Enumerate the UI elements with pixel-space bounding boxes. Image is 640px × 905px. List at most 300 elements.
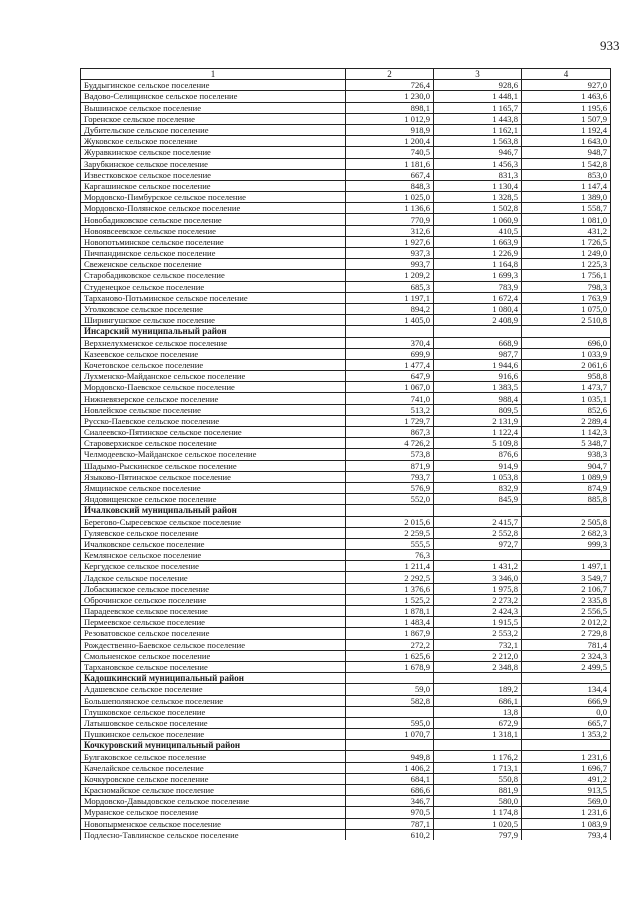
- value-col3-cell: 1 431,2: [434, 561, 522, 572]
- value-col2-cell: 513,2: [346, 404, 434, 415]
- settlement-name-cell: Кочетовское сельское поселение: [81, 359, 346, 370]
- settlement-name-cell: Горенское сельское поселение: [81, 113, 346, 124]
- value-col2-cell: 699,9: [346, 348, 434, 359]
- settlement-name-cell: Гуляевское сельское поселение: [81, 527, 346, 538]
- settlement-name-cell: Лобаскинское сельское поселение: [81, 583, 346, 594]
- section-row: [81, 673, 611, 684]
- value-col2-cell: 1 625,6: [346, 650, 434, 661]
- value-col4-cell: 491,2: [522, 773, 611, 784]
- value-col3-cell: 2 408,9: [434, 315, 522, 326]
- value-col2-cell: 1 927,6: [346, 236, 434, 247]
- value-col4-cell: 1 142,3: [522, 427, 611, 438]
- table-row: [81, 538, 611, 549]
- value-col3-cell: 580,0: [434, 796, 522, 807]
- settlement-name-cell: Буддыгинское сельское поселение: [81, 80, 346, 91]
- table-row: [81, 292, 611, 303]
- value-col4-cell: 885,8: [522, 494, 611, 505]
- value-col2-cell: 686,6: [346, 785, 434, 796]
- table-row: [81, 639, 611, 650]
- value-col3-cell: 1 944,6: [434, 359, 522, 370]
- value-col4-cell: 1 389,0: [522, 192, 611, 203]
- value-col3-cell: 1 699,3: [434, 270, 522, 281]
- value-col2-cell: 871,9: [346, 460, 434, 471]
- value-col3-cell: 1 563,8: [434, 136, 522, 147]
- value-col3-cell: [434, 740, 522, 751]
- value-col4-cell: 958,8: [522, 371, 611, 382]
- table-row: [81, 225, 611, 236]
- table-row: [81, 773, 611, 784]
- value-col3-cell: 5 109,8: [434, 438, 522, 449]
- value-col4-cell: 1 726,5: [522, 236, 611, 247]
- table-row: [81, 751, 611, 762]
- table-row: [81, 650, 611, 661]
- header-row: [81, 69, 611, 80]
- table-row: [81, 807, 611, 818]
- settlement-name-cell: Пушкинское сельское поселение: [81, 729, 346, 740]
- settlement-name-cell: Зарубкинское сельское поселение: [81, 158, 346, 169]
- value-col4-cell: 2 729,8: [522, 628, 611, 639]
- settlement-name-cell: Уголковское сельское поселение: [81, 303, 346, 314]
- value-col3-cell: 914,9: [434, 460, 522, 471]
- value-col3-cell: 832,9: [434, 482, 522, 493]
- table-row: [81, 617, 611, 628]
- settlement-name-cell: Смольненское сельское поселение: [81, 650, 346, 661]
- table-row: [81, 136, 611, 147]
- value-col3-cell: 732,1: [434, 639, 522, 650]
- value-col2-cell: 848,3: [346, 180, 434, 191]
- value-col2-cell: 1 405,0: [346, 315, 434, 326]
- settlement-name-cell: Кергудское сельское поселение: [81, 561, 346, 572]
- value-col4-cell: 1 089,9: [522, 471, 611, 482]
- value-col4-cell: 1 558,7: [522, 203, 611, 214]
- table-row: [81, 404, 611, 415]
- settlement-name-cell: Жуковское сельское поселение: [81, 136, 346, 147]
- settlement-name-cell: Ичалковский муниципальный район: [81, 505, 346, 516]
- value-col2-cell: [346, 326, 434, 337]
- value-col4-cell: [522, 550, 611, 561]
- value-col2-cell: 582,8: [346, 695, 434, 706]
- table-row: [81, 729, 611, 740]
- settlement-name-cell: Резоватовское сельское поселение: [81, 628, 346, 639]
- settlement-name-cell: Дубительское сельское поселение: [81, 124, 346, 135]
- table-row: [81, 494, 611, 505]
- table-row: [81, 606, 611, 617]
- table-row: [81, 281, 611, 292]
- table-row: [81, 796, 611, 807]
- settlement-name-cell: Сиалеевско-Пятинское сельское поселение: [81, 427, 346, 438]
- table-row: [81, 717, 611, 728]
- value-col3-cell: 797,9: [434, 829, 522, 840]
- settlement-name-cell: Известковское сельское поселение: [81, 169, 346, 180]
- value-col2-cell: 272,2: [346, 639, 434, 650]
- value-col3-cell: 2 131,9: [434, 415, 522, 426]
- value-col3-cell: [434, 326, 522, 337]
- settlement-name-cell: Пичпандинское сельское поселение: [81, 248, 346, 259]
- value-col4-cell: 1 507,9: [522, 113, 611, 124]
- table-row: [81, 583, 611, 594]
- value-col4-cell: 874,9: [522, 482, 611, 493]
- value-col2-cell: 770,9: [346, 214, 434, 225]
- value-col3-cell: 1 122,4: [434, 427, 522, 438]
- value-col3-cell: 946,7: [434, 147, 522, 158]
- table-row: [81, 661, 611, 672]
- settlement-name-cell: Новопотьминское сельское поселение: [81, 236, 346, 247]
- value-col3-cell: 1 165,7: [434, 102, 522, 113]
- value-col4-cell: 2 505,8: [522, 516, 611, 527]
- value-col3-cell: 1 663,9: [434, 236, 522, 247]
- section-row: [81, 505, 611, 516]
- settlement-name-cell: Кочкуровское сельское поселение: [81, 773, 346, 784]
- settlement-name-cell: Ичалковское сельское поселение: [81, 538, 346, 549]
- settlement-name-cell: Мордовско-Давыдовское сельское поселение: [81, 796, 346, 807]
- value-col2-cell: 312,6: [346, 225, 434, 236]
- value-col3-cell: 1 502,8: [434, 203, 522, 214]
- value-col3-cell: [434, 550, 522, 561]
- value-col3-cell: 1 226,9: [434, 248, 522, 259]
- value-col2-cell: 1 376,6: [346, 583, 434, 594]
- settlement-name-cell: Ладское сельское поселение: [81, 572, 346, 583]
- table-row: [81, 337, 611, 348]
- value-col3-cell: 2 552,8: [434, 527, 522, 538]
- settlement-name-cell: Булгаковское сельское поселение: [81, 751, 346, 762]
- value-col4-cell: 1 473,7: [522, 382, 611, 393]
- value-col3-cell: 1 383,5: [434, 382, 522, 393]
- value-col2-cell: 1 025,0: [346, 192, 434, 203]
- table-row: [81, 203, 611, 214]
- settlement-name-cell: Челмодеевско-Майданское сельское поселение: [81, 449, 346, 460]
- value-col3-cell: 1 713,1: [434, 762, 522, 773]
- value-col4-cell: [522, 326, 611, 337]
- table-row: [81, 102, 611, 113]
- value-col4-cell: 2 324,3: [522, 650, 611, 661]
- table-row: [81, 303, 611, 314]
- value-col2-cell: 1 211,4: [346, 561, 434, 572]
- value-col3-cell: 2 273,2: [434, 594, 522, 605]
- value-col2-cell: 787,1: [346, 818, 434, 829]
- table-row: [81, 550, 611, 561]
- value-col2-cell: 1 878,1: [346, 606, 434, 617]
- value-col2-cell: 918,9: [346, 124, 434, 135]
- settlement-name-cell: Большеполянское сельское поселение: [81, 695, 346, 706]
- table-row: [81, 527, 611, 538]
- value-col3-cell: [434, 673, 522, 684]
- section-row: [81, 326, 611, 337]
- value-col3-cell: 1 915,5: [434, 617, 522, 628]
- settlement-name-cell: Качелайское сельское поселение: [81, 762, 346, 773]
- settlement-name-cell: Вадово-Селищинское сельское поселение: [81, 91, 346, 102]
- value-col4-cell: 781,4: [522, 639, 611, 650]
- value-col4-cell: 1 192,4: [522, 124, 611, 135]
- value-col4-cell: 431,2: [522, 225, 611, 236]
- value-col3-cell: 1 328,5: [434, 192, 522, 203]
- settlement-name-cell: Каргашинское сельское поселение: [81, 180, 346, 191]
- value-col4-cell: 1 353,2: [522, 729, 611, 740]
- value-col4-cell: 2 510,8: [522, 315, 611, 326]
- value-col4-cell: 1 542,8: [522, 158, 611, 169]
- value-col2-cell: 667,4: [346, 169, 434, 180]
- settlement-name-cell: Русско-Паевское сельское поселение: [81, 415, 346, 426]
- value-col2-cell: 993,7: [346, 259, 434, 270]
- value-col3-cell: 2 424,3: [434, 606, 522, 617]
- table-row: [81, 80, 611, 91]
- value-col4-cell: 793,4: [522, 829, 611, 840]
- table-row: [81, 415, 611, 426]
- value-col4-cell: 1 225,3: [522, 259, 611, 270]
- table-row: [81, 158, 611, 169]
- value-col4-cell: 2 061,6: [522, 359, 611, 370]
- value-col4-cell: 1 643,0: [522, 136, 611, 147]
- value-col4-cell: 1 075,0: [522, 303, 611, 314]
- table-row: [81, 180, 611, 191]
- settlement-name-cell: Кемлянское сельское поселение: [81, 550, 346, 561]
- value-col4-cell: 2 556,5: [522, 606, 611, 617]
- table-row: [81, 315, 611, 326]
- settlement-name-cell: Староверхиское сельское поселение: [81, 438, 346, 449]
- value-col4-cell: 1 035,1: [522, 393, 611, 404]
- value-col4-cell: 1 497,1: [522, 561, 611, 572]
- value-col3-cell: 2 348,8: [434, 661, 522, 672]
- value-col4-cell: 1 696,7: [522, 762, 611, 773]
- value-col3-cell: 1 080,4: [434, 303, 522, 314]
- value-col2-cell: 684,1: [346, 773, 434, 784]
- value-col3-cell: 1 672,4: [434, 292, 522, 303]
- value-col2-cell: 970,5: [346, 807, 434, 818]
- value-col2-cell: 685,3: [346, 281, 434, 292]
- table-row: [81, 628, 611, 639]
- settlement-name-cell: Новлейское сельское поселение: [81, 404, 346, 415]
- table-row: [81, 147, 611, 158]
- settlement-name-cell: Рождественно-Баевское сельское поселение: [81, 639, 346, 650]
- column-header-1: 1: [81, 69, 346, 80]
- settlement-name-cell: Инсарский муниципальный район: [81, 326, 346, 337]
- value-col4-cell: 2 289,4: [522, 415, 611, 426]
- value-col4-cell: 904,7: [522, 460, 611, 471]
- table-row: [81, 259, 611, 270]
- value-col2-cell: 576,9: [346, 482, 434, 493]
- settlement-name-cell: Подлесно-Тавлинское сельское поселение: [81, 829, 346, 840]
- value-col3-cell: 783,9: [434, 281, 522, 292]
- value-col3-cell: 1 448,1: [434, 91, 522, 102]
- value-col3-cell: 972,7: [434, 538, 522, 549]
- value-col4-cell: 2 106,7: [522, 583, 611, 594]
- settlement-name-cell: Лухменско-Майданское сельское поселение: [81, 371, 346, 382]
- table-row: [81, 382, 611, 393]
- settlement-name-cell: Оброчинское сельское поселение: [81, 594, 346, 605]
- settlement-name-cell: Кочкуровский муниципальный район: [81, 740, 346, 751]
- value-col3-cell: 988,4: [434, 393, 522, 404]
- value-col3-cell: 876,6: [434, 449, 522, 460]
- settlement-name-cell: Латышовское сельское поселение: [81, 717, 346, 728]
- settlement-name-cell: Пермеевское сельское поселение: [81, 617, 346, 628]
- value-col2-cell: 1 209,2: [346, 270, 434, 281]
- table-row: [81, 248, 611, 259]
- settlement-name-cell: Мордовско-Полянское сельское поселение: [81, 203, 346, 214]
- value-col3-cell: 550,8: [434, 773, 522, 784]
- settlement-name-cell: Старобадиковское сельское поселение: [81, 270, 346, 281]
- page-number: 933: [600, 38, 620, 53]
- column-header-4: 4: [522, 69, 611, 80]
- table-row: [81, 516, 611, 527]
- value-col2-cell: 726,4: [346, 80, 434, 91]
- value-col2-cell: 2 015,6: [346, 516, 434, 527]
- value-col4-cell: 1 756,1: [522, 270, 611, 281]
- table-body: [81, 80, 611, 840]
- value-col4-cell: 1 147,4: [522, 180, 611, 191]
- value-col2-cell: 740,5: [346, 147, 434, 158]
- value-col4-cell: 1 249,0: [522, 248, 611, 259]
- settlement-name-cell: Свеженское сельское поселение: [81, 259, 346, 270]
- value-col4-cell: 2 499,5: [522, 661, 611, 672]
- value-col2-cell: 1 406,2: [346, 762, 434, 773]
- value-col4-cell: 665,7: [522, 717, 611, 728]
- value-col3-cell: 1 456,3: [434, 158, 522, 169]
- value-col2-cell: 1 200,4: [346, 136, 434, 147]
- value-col2-cell: 1 867,9: [346, 628, 434, 639]
- settlement-name-cell: Шадымо-Рыскинское сельское поселение: [81, 460, 346, 471]
- settlement-name-cell: Верхнелухменское сельское поселение: [81, 337, 346, 348]
- table-row: [81, 460, 611, 471]
- settlement-name-cell: Казеевское сельское поселение: [81, 348, 346, 359]
- value-col4-cell: [522, 505, 611, 516]
- value-col2-cell: 1 729,7: [346, 415, 434, 426]
- table-row: [81, 270, 611, 281]
- settlement-name-cell: Мордовско-Пимбурское сельское поселение: [81, 192, 346, 203]
- value-col3-cell: 672,9: [434, 717, 522, 728]
- value-col2-cell: 1 070,7: [346, 729, 434, 740]
- value-col4-cell: 1 081,0: [522, 214, 611, 225]
- value-col3-cell: 881,9: [434, 785, 522, 796]
- column-header-2: 2: [346, 69, 434, 80]
- value-col4-cell: 2 682,3: [522, 527, 611, 538]
- budget-table: [80, 68, 611, 840]
- value-col4-cell: 3 549,7: [522, 572, 611, 583]
- value-col3-cell: 2 415,7: [434, 516, 522, 527]
- value-col2-cell: 1 067,0: [346, 382, 434, 393]
- value-col4-cell: 696,0: [522, 337, 611, 348]
- value-col3-cell: 1 164,8: [434, 259, 522, 270]
- settlement-name-cell: Красномайское сельское поселение: [81, 785, 346, 796]
- table-row: [81, 124, 611, 135]
- settlement-name-cell: Муранское сельское поселение: [81, 807, 346, 818]
- settlement-name-cell: Тарханово-Потьминское сельское поселение: [81, 292, 346, 303]
- settlement-name-cell: Парадеевское сельское поселение: [81, 606, 346, 617]
- value-col2-cell: 1 678,9: [346, 661, 434, 672]
- table-row: [81, 236, 611, 247]
- value-col4-cell: 1 033,9: [522, 348, 611, 359]
- settlement-name-cell: Языково-Пятинское сельское поселение: [81, 471, 346, 482]
- table-row: [81, 684, 611, 695]
- table-row: [81, 706, 611, 717]
- value-col4-cell: [522, 673, 611, 684]
- table-row: [81, 818, 611, 829]
- value-col4-cell: 134,4: [522, 684, 611, 695]
- value-col4-cell: 1 195,6: [522, 102, 611, 113]
- value-col4-cell: 5 348,7: [522, 438, 611, 449]
- value-col3-cell: 1 020,5: [434, 818, 522, 829]
- value-col3-cell: 686,1: [434, 695, 522, 706]
- value-col2-cell: 4 726,2: [346, 438, 434, 449]
- value-col3-cell: 1 060,9: [434, 214, 522, 225]
- value-col3-cell: 13,8: [434, 706, 522, 717]
- value-col3-cell: 1 162,1: [434, 124, 522, 135]
- settlement-name-cell: Журавкинское сельское поселение: [81, 147, 346, 158]
- value-col2-cell: 1 197,1: [346, 292, 434, 303]
- value-col3-cell: 831,3: [434, 169, 522, 180]
- table-row: [81, 214, 611, 225]
- value-col3-cell: 928,6: [434, 80, 522, 91]
- value-col2-cell: 1 012,9: [346, 113, 434, 124]
- value-col2-cell: 2 259,5: [346, 527, 434, 538]
- value-col4-cell: 798,3: [522, 281, 611, 292]
- settlement-name-cell: Нижневязерское сельское поселение: [81, 393, 346, 404]
- table-row: [81, 594, 611, 605]
- table-row: [81, 91, 611, 102]
- value-col3-cell: [434, 505, 522, 516]
- value-col2-cell: 937,3: [346, 248, 434, 259]
- settlement-name-cell: Кадошкинский муниципальный район: [81, 673, 346, 684]
- value-col3-cell: 809,5: [434, 404, 522, 415]
- value-col2-cell: 552,0: [346, 494, 434, 505]
- settlement-name-cell: Глушковское сельское поселение: [81, 706, 346, 717]
- value-col4-cell: 569,0: [522, 796, 611, 807]
- value-col2-cell: 1 483,4: [346, 617, 434, 628]
- table-row: [81, 572, 611, 583]
- value-col4-cell: 1 231,6: [522, 807, 611, 818]
- value-col3-cell: 1 443,8: [434, 113, 522, 124]
- value-col2-cell: 573,8: [346, 449, 434, 460]
- value-col2-cell: 2 292,5: [346, 572, 434, 583]
- table-row: [81, 762, 611, 773]
- value-col2-cell: 1 525,2: [346, 594, 434, 605]
- value-col3-cell: 1 130,4: [434, 180, 522, 191]
- settlement-name-cell: Адашевское сельское поселение: [81, 684, 346, 695]
- table-row: [81, 471, 611, 482]
- table-row: [81, 348, 611, 359]
- value-col4-cell: 0,0: [522, 706, 611, 717]
- settlement-name-cell: Новопырменское сельское поселение: [81, 818, 346, 829]
- section-row: [81, 740, 611, 751]
- settlement-name-cell: Ямщинское сельское поселение: [81, 482, 346, 493]
- value-col2-cell: 76,3: [346, 550, 434, 561]
- value-col2-cell: 1 181,6: [346, 158, 434, 169]
- value-col2-cell: [346, 673, 434, 684]
- table-row: [81, 695, 611, 706]
- settlement-name-cell: Яндовищенское сельское поселение: [81, 494, 346, 505]
- settlement-name-cell: Вышинское сельское поселение: [81, 102, 346, 113]
- table-row: [81, 113, 611, 124]
- table-row: [81, 785, 611, 796]
- value-col2-cell: [346, 706, 434, 717]
- value-col2-cell: [346, 505, 434, 516]
- value-col2-cell: 1 136,6: [346, 203, 434, 214]
- value-col3-cell: 3 346,0: [434, 572, 522, 583]
- table-row: [81, 359, 611, 370]
- table-row: [81, 829, 611, 840]
- value-col3-cell: 410,5: [434, 225, 522, 236]
- value-col4-cell: 2 012,2: [522, 617, 611, 628]
- value-col4-cell: 666,9: [522, 695, 611, 706]
- table-row: [81, 371, 611, 382]
- value-col2-cell: 1 477,4: [346, 359, 434, 370]
- column-header-3: 3: [434, 69, 522, 80]
- settlement-name-cell: Берегово-Сыресевское сельское поселение: [81, 516, 346, 527]
- table-row: [81, 393, 611, 404]
- value-col2-cell: 894,2: [346, 303, 434, 314]
- value-col2-cell: 898,1: [346, 102, 434, 113]
- value-col2-cell: 741,0: [346, 393, 434, 404]
- value-col4-cell: 1 231,6: [522, 751, 611, 762]
- value-col2-cell: 1 230,0: [346, 91, 434, 102]
